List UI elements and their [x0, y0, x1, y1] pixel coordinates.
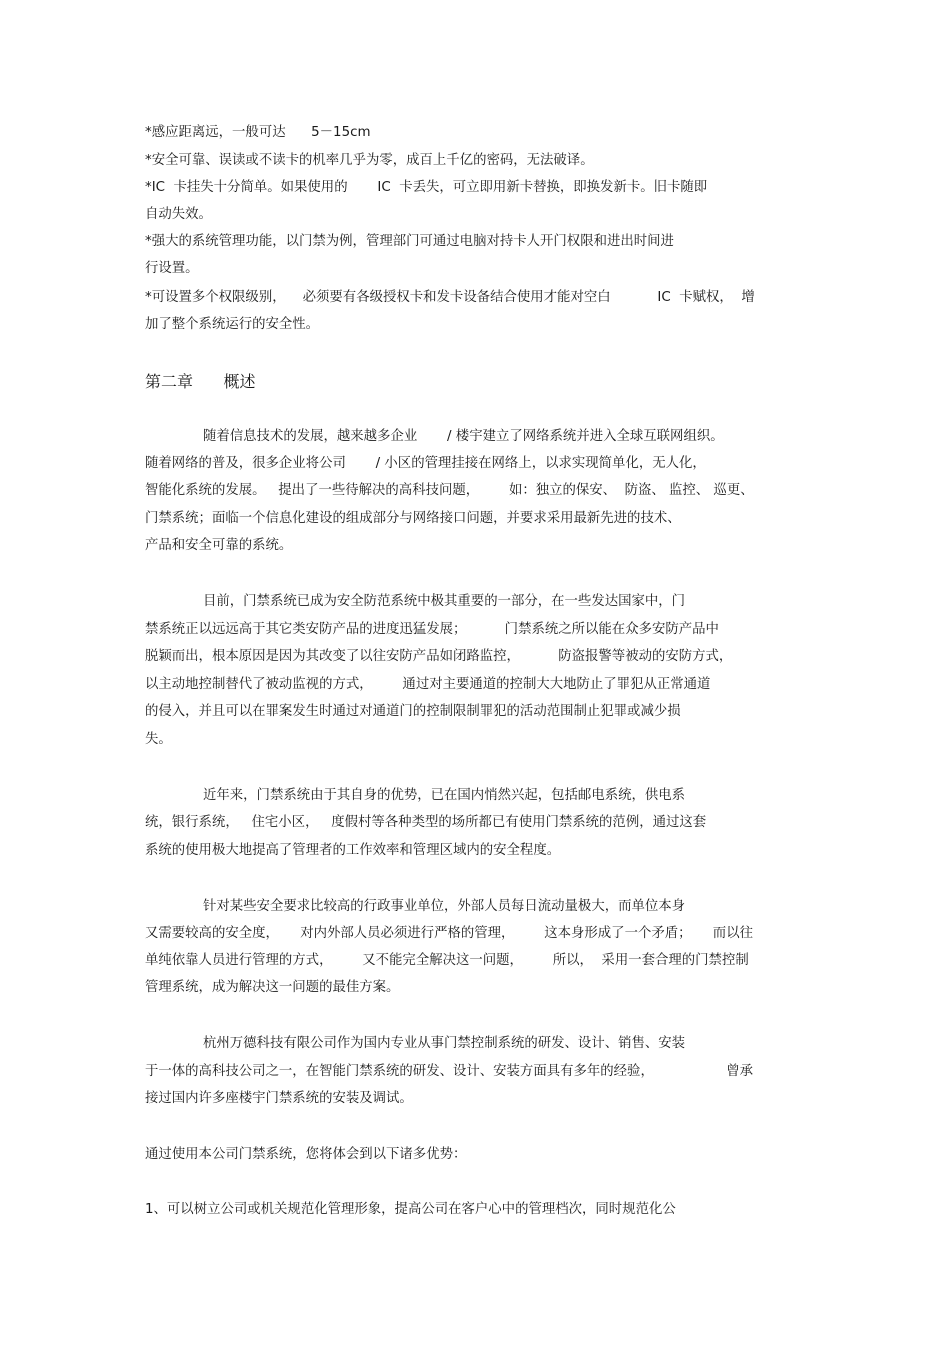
chapter-title: 第二章 概述	[145, 372, 256, 391]
paragraph-line: 管理系统，成为解决这一问题的最佳方案。	[145, 980, 400, 995]
paragraph-line: 统，银行系统， 住宅小区， 度假村等各种类型的场所都已有使用门禁系统的范例，通过这套	[145, 815, 707, 830]
advantage-item: 1、可以树立公司或机关规范化管理形象，提高公司在客户心中的管理档次，同时规范化公	[145, 1202, 676, 1217]
paragraph-line: 随着信息技术的发展，越来越多企业 / 楼宇建立了网络系统并进入全球互联网组织。	[203, 429, 724, 444]
paragraph-line: 又需要较高的安全度， 对内外部人员必须进行严格的管理， 这本身形成了一个矛盾； 而以往	[145, 926, 753, 941]
paragraph-line: 随着网络的普及，很多企业将公司 / 小区的管理挂接在网络上，以求实现简单化，无人化，	[145, 456, 706, 471]
paragraph-line: 产品和安全可靠的系统。	[145, 538, 293, 553]
bullet-line: 加了整个系统运行的安全性。	[145, 317, 320, 332]
paragraph-line: 禁系统正以远远高于其它类安防产品的进度迅猛发展； 门禁系统之所以能在众多安防产品中	[145, 622, 719, 637]
paragraph-line: 失。	[145, 732, 172, 747]
paragraph-line: 的侵入，并且可以在罪案发生时通过对通道门的控制限制罪犯的活动范围制止犯罪或减少损	[145, 704, 681, 719]
paragraph-line: 接过国内许多座楼宇门禁系统的安装及调试。	[145, 1091, 413, 1106]
paragraph-line: 目前，门禁系统已成为安全防范系统中极其重要的一部分，在一些发达国家中，门	[203, 594, 686, 609]
bullet-line: *可设置多个权限级别， 必须要有各级授权卡和发卡设备结合使用才能对空白 IC 卡赋权， 增	[145, 290, 755, 305]
bullet-line: *IC 卡挂失十分简单。如果使用的 IC 卡丢失，可立即用新卡替换，即换发新卡。旧卡随即	[145, 180, 708, 195]
paragraph-line: 于一体的高科技公司之一，在智能门禁系统的研发、设计、安装方面具有多年的经验， 曾承	[145, 1064, 753, 1079]
advantages-intro: 通过使用本公司门禁系统，您将体会到以下诸多优势：	[145, 1147, 467, 1162]
bullet-line: *感应距离远，一般可达 5－15cm	[145, 125, 371, 140]
bullet-line: 自动失效。	[145, 207, 212, 222]
paragraph-line: 杭州万德科技有限公司作为国内专业从事门禁控制系统的研发、设计、销售、安装	[203, 1036, 686, 1051]
bullet-line: *安全可靠、误读或不读卡的机率几乎为零，成百上千亿的密码，无法破译。	[145, 153, 594, 168]
paragraph-line: 智能化系统的发展。 提出了一些待解决的高科技问题， 如：独立的保安、 防盗、 监控、 巡更、	[145, 483, 754, 498]
paragraph-line: 系统的使用极大地提高了管理者的工作效率和管理区域内的安全程度。	[145, 843, 561, 858]
paragraph-line: 针对某些安全要求比较高的行政事业单位，外部人员每日流动量极大，而单位本身	[203, 899, 686, 914]
paragraph-line: 脱颖而出，根本原因是因为其改变了以往安防产品如闭路监控， 防盗报警等被动的安防方式，	[145, 649, 733, 664]
bullet-line: 行设置。	[145, 261, 199, 276]
paragraph-line: 单纯依靠人员进行管理的方式， 又不能完全解决这一问题， 所以， 采用一套合理的门禁控制	[145, 953, 749, 968]
bullet-line: *强大的系统管理功能，以门禁为例，管理部门可通过电脑对持卡人开门权限和进出时间进	[145, 234, 674, 249]
paragraph-line: 近年来，门禁系统由于其自身的优势，已在国内悄然兴起，包括邮电系统，供电系	[203, 788, 686, 803]
paragraph-line: 门禁系统；面临一个信息化建设的组成部分与网络接口问题，并要求采用最新先进的技术、	[145, 511, 681, 526]
paragraph-line: 以主动地控制替代了被动监视的方式， 通过对主要通道的控制大大地防止了罪犯从正常通道	[145, 677, 711, 692]
